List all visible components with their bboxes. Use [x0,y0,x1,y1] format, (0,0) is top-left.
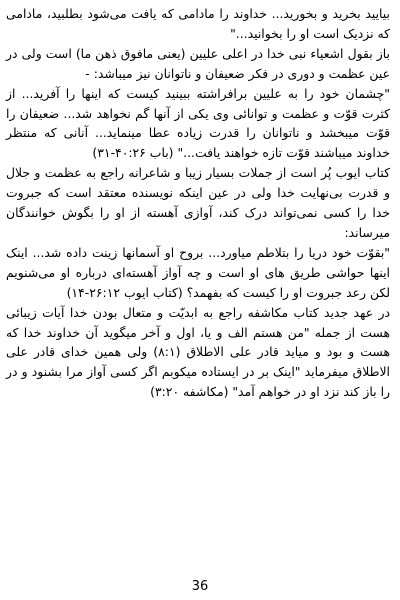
paragraph-3: "چشمان خود را به علیین برافراشته ببینید کیست که اینها را آفرید... از کثرت قوّت و عظمت و توانائی وی یکی از آنها گم نخواهد شد... ضعیفان را قوّت میبخشد و ناتوانان را قدرت زیاده عطا مینماید... آنانی که منتظر خداوند میباشند قوّت تازه خواهند یافت..." (باب ۴۰:۲۶-۳۱) [6,85,390,161]
paragraph-6: در عهد جدید کتاب مکاشفه راجع به ابدیّت و متعال بودن خدا آیات زیبائی هست از جمله "من هستم الف و یا، اول و آخر میگوید آن خداوند خدا که هست و بود و میاید قادر علی الاطلاق (۸:۱) ولی همین خدای قادر علی الاطلاق میفرماید "اینک بر در ایستاده میکوبم اگر کسی آواز مرا بشنود و در را باز کند نزد او در خواهم آمد" (مکاشفه ۳:۲۰) [6,304,391,400]
page-body [6,4,390,402]
page-number: 36 [191,579,209,594]
paragraph-2: باز بقول اشعیاء نبی خدا در اعلی علیین (یعنی مافوق ذهن ما) است ولی در عین عظمت و دوری در فکر ضعیفان و ناتوانان نیز میباشد: - [6,45,390,81]
paragraph-4: کتاب ایوب پُر است از جملات بسیار زیبا و شاعرانه راجع به عظمت و جلال و قدرت بی‌نهایت خدا ولی در عین اینکه نویسنده معتقد است که جبروت خدا را کسی نمی‌تواند درک کند، آوازی آهسته از او را بگوش خوانندگان میرساند: [6,165,390,240]
paragraph-5: "بقوّت خود دریا را بتلاطم میاورد... بروح او آسمانها زینت داده شد... اینک اینها حواشی طریق های او است و چه آواز آهسته‌ای درباره او می‌شنویم لکن رعد جبروت او را کیست که بفهمد؟ (کتاب ایوب ۲۶:۱۲-۱۴) [6,244,390,300]
paragraph-1: بیایید بخرید و بخورید... خداوند را مادامی که یافت می‌شود بطلبید، مادامی که نزدیک است او را بخوانید..." [6,6,390,41]
